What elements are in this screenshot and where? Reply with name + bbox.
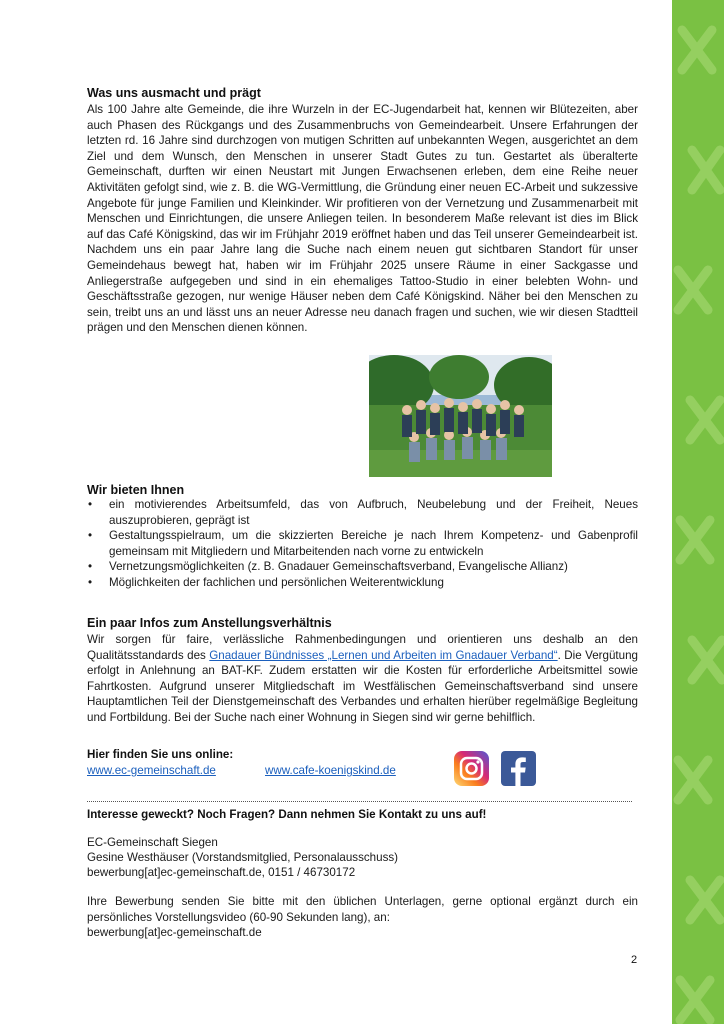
facebook-icon[interactable] (501, 751, 536, 786)
group-photo (369, 355, 552, 477)
list-item: • Möglichkeiten der fachlichen und persönlichen Weiterentwicklung (87, 575, 638, 591)
employment-text-part1: Wir sorgen für faire, verlässliche Rahmenbedingungen und orientieren uns deshalb an den Qualitätsstandards des (87, 633, 638, 662)
section-paragraph-profile: Als 100 Jahre alte Gemeinde, die ihre Wurzeln in der EC-Jugendarbeit hat, kennen wir Blütezeiten, aber auch Phasen des Rückgangs und des Zusammenbruchs von Gemeindearbeit. Unsere Erfahrungen der letzten rd. 16 Jahre sind durchzogen von mutigen Schritten auf unbekannten Wegen, ausgerichtet an dem Ziel und dem Wunsch, den Menschen in unserer Stadt Gutes zu tun. Gestartet als überalterte Gemeinschaft, durften wir einen Neustart mit Jungen Erwachsenen erleben, dem eine Reihe neuer Aktivitäten gefolgt sind, wie z. B. die WG-Vermittlung, die Gründung einer neuen EC-Arbeit und sukzessive Angebote für junge Familien und Kleinkinder. Wir profitieren von der Vernetzung und Zusammenarbeit mit Menschen und Einrichtungen, die unsere Anliegen teilen. In besonderem Maße relevant ist dies im Blick auf das Café Königskind, das wir im Frühjahr 2019 eröffnet haben und das Teil unserer Gemeindearbeit ist. Nachdem uns ein paar Jahre lang die Suche nach einem neuen gut sichtbaren Standort für unser Gemeindehaus bewegt hat, haben wir im Frühjahr 2025 unsere Räume in einer Sackgasse und Anliegerstraße aufgegeben und sind in ein ehemaliges Tattoo-Studio in einer belebten Wohn- und Geschäftsstraße gezogen, nur wenige Häuser neben dem Café Königskind. Näher bei den Menschen zu sein, treibt uns an und lässt uns an neuer Adresse neu danach fragen und suchen, wie wir diesen Stadtteil prägen und den Menschen dienen können. (87, 103, 638, 335)
contact-heading: Interesse geweckt? Noch Fragen? Dann nehmen Sie Kontakt zu uns auf! (87, 808, 487, 821)
section-heading-offer: Wir bieten Ihnen (87, 483, 185, 497)
contact-person: Gesine Westhäuser (Vorstandsmitglied, Personalausschuss) (87, 851, 399, 864)
ec-gemeinschaft-link[interactable]: www.ec-gemeinschaft.de (87, 764, 216, 777)
page-number: 2 (631, 954, 638, 966)
list-item: • Gestaltungsspielraum, um die skizzierten Bereiche je nach Ihrem Kompetenz- und Gabenprofil gemeinsam mit Mitgliedern und Mitarbeitenden nach vorne zu entwickeln (87, 528, 638, 559)
dotted-divider (87, 801, 632, 802)
decorative-side-bar (672, 0, 724, 1024)
section-heading-profile: Was uns ausmacht und prägt (87, 86, 261, 100)
cross-pattern-decoration (672, 0, 724, 1024)
online-label: Hier finden Sie uns online: (87, 748, 234, 761)
list-item: • ein motivierendes Arbeitsumfeld, das von Aufbruch, Neubelebung und der Freiheit, Neues auszuprobieren, geprägt ist (87, 497, 638, 528)
list-item: • Vernetzungsmöglichkeiten (z. B. Gnadauer Gemeinschaftsverband, Evangelische Allianz) (87, 559, 638, 575)
application-text: Ihre Bewerbung senden Sie bitte mit den üblichen Unterlagen, gerne optional ergänzt durch ein persönliches Vorstellungsvideo (60-90 Sekunden lang), an: (87, 895, 638, 924)
cafe-koenigskind-link[interactable]: www.cafe-koenigskind.de (265, 764, 396, 777)
instagram-icon[interactable] (454, 751, 489, 786)
application-email: bewerbung[at]ec-gemeinschaft.de (87, 926, 262, 939)
offer-list (87, 497, 638, 591)
employment-text-part2: . Die Vergütung erfolgt in Anlehnung an BAT-KF. Zudem erstatten wir die Kosten für erforderliche Arbeitsmittel sowie Fahrtkosten. Aufgrund unserer Mitgliedschaft im Westfälischen Gemeinschaftsverband sind unsere Hauptamtlichen Teil der Dienstgemeinschaft des Verbandes und erhalten hierüber regelmäßige Begleitung und Fortbildung. Bei der Suche nach einer Wohnung in Siegen sind wir gerne behilflich. (87, 648, 639, 724)
section-heading-employment: Ein paar Infos zum Anstellungsverhältnis (87, 616, 332, 630)
contact-email-phone: bewerbung[at]ec-gemeinschaft.de, 0151 / 46730172 (87, 866, 356, 879)
section-paragraph-employment (87, 632, 638, 726)
contact-org: EC-Gemeinschaft Siegen (87, 836, 218, 849)
gnadauer-link[interactable]: Gnadauer Bündnisses „Lernen und Arbeiten im Gnadauer Verband“ (209, 648, 558, 662)
